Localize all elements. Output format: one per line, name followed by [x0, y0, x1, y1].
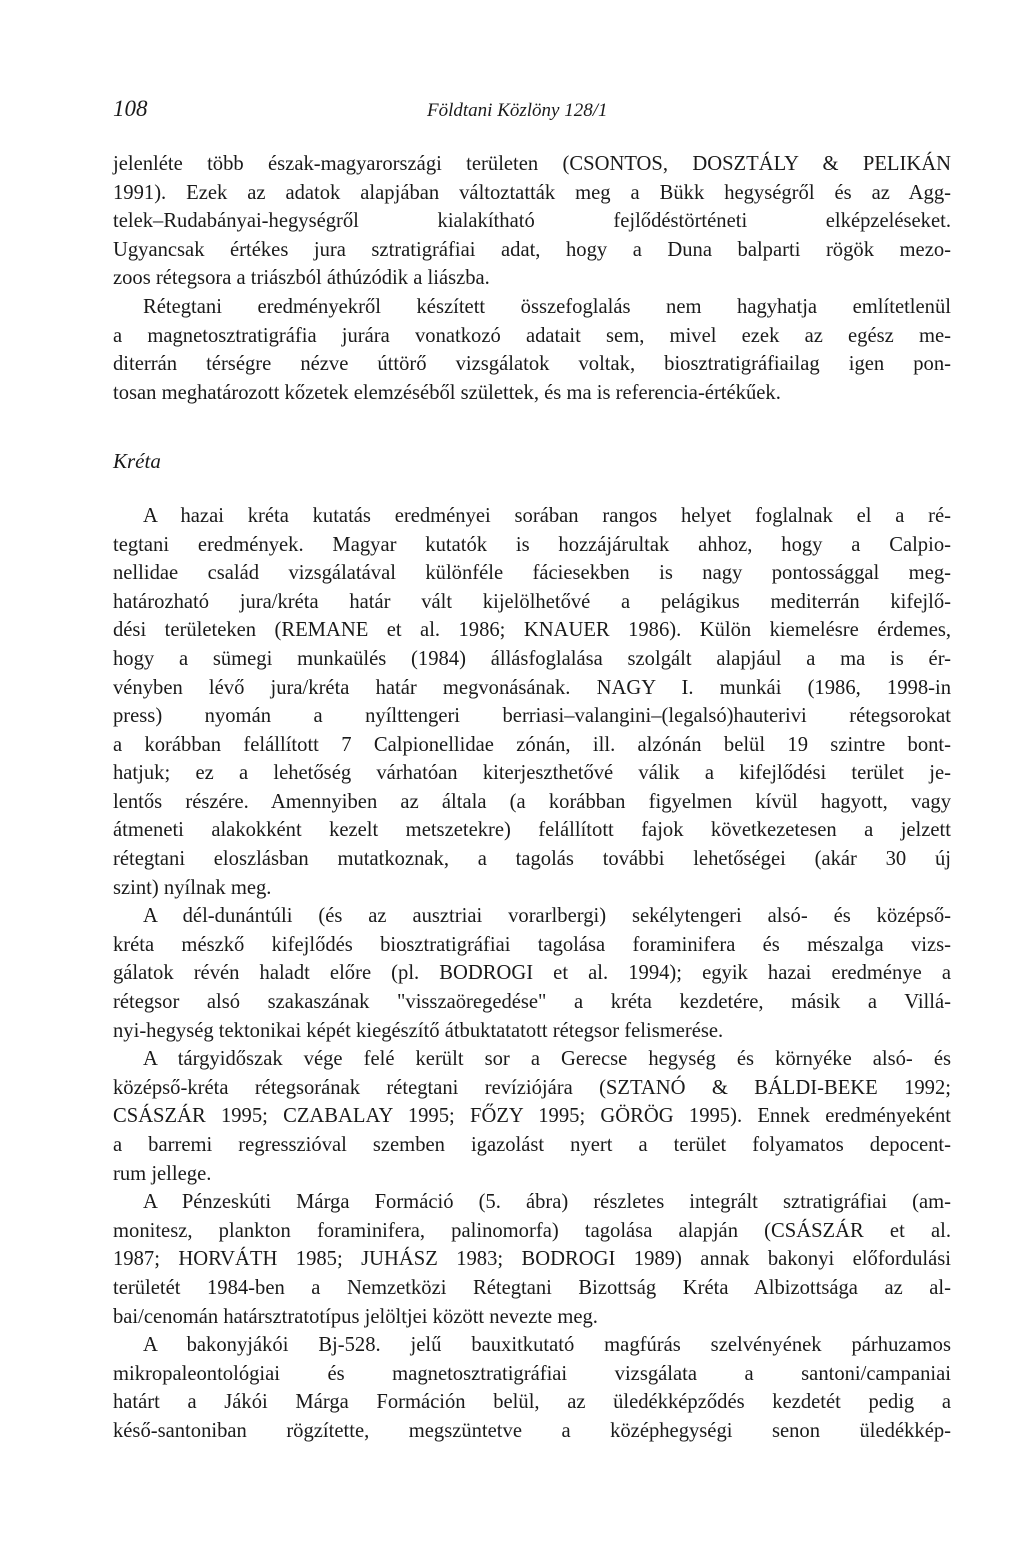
- text-line: gálatok révén haladt előre (pl. BODROGI et al. 1994); egyik hazai eredménye a: [113, 962, 951, 985]
- text-line: telek–Rudabányai-hegységről kialakítható fejlődéstörténeti elképzeléseket.: [113, 210, 951, 233]
- text-line: hatjuk; ez a lehetőség várhatóan kiterjeszthetővé válik a kifejlődési terület je-: [113, 762, 951, 785]
- text-line: A Pénzeskúti Márga Formáció (5. ábra) részletes integrált sztratigráfiai (am-: [143, 1191, 951, 1214]
- text-line: a korábban felállított 7 Calpionellidae zónán, ill. alzónán belül 19 szintre bont-: [113, 733, 951, 756]
- text-line: vényben lévő jura/kréta határ megvonásának. NAGY I. munkái (1986, 1998-in: [113, 676, 951, 699]
- text-line: diterrán térségre nézve úttörő vizsgálatok voltak, biosztratigráfiailag igen pon-: [113, 353, 951, 376]
- text-line: zoos rétegsora a triászból áthúzódik a liászba.: [113, 267, 490, 290]
- paragraph: [113, 502, 951, 902]
- text-line: monitesz, plankton foraminifera, palinomorfa) tagolása alapján (CSÁSZÁR et al.: [113, 1219, 951, 1242]
- text-line: A bakonyjákói Bj-528. jelű bauxitkutató magfúrás szelvényének párhuzamos: [143, 1334, 951, 1357]
- text-line: nyi-hegység tektonikai képét kiegészítő átbuktatatott rétegsor felismerése.: [113, 1019, 724, 1042]
- text-line: kréta mészkő kifejlődés biosztratigráfiai tagolása foraminifera és mészalga vizs-: [113, 933, 951, 956]
- text-line: A dél-dunántúli (és az ausztriai vorarlbergi) sekélytengeri alsó- és középső-: [143, 905, 951, 928]
- text-line: középső-kréta rétegsorának rétegtani revíziójára (SZTANÓ & BÁLDI-BEKE 1992;: [113, 1076, 951, 1099]
- text-line: press) nyomán a nyílttengeri berriasi–valangini–(legalsó)hauterivi rétegsorokat: [113, 705, 951, 728]
- text-line: Ugyancsak értékes jura sztratigráfiai adat, hogy a Duna balparti rögök mezo-: [113, 238, 951, 261]
- text-line: 1991). Ezek az adatok alapjában változtatták meg a Bükk hegységről és az Agg-: [113, 181, 951, 204]
- text-line: határt a Jákói Márga Formáción belül, az üledékképződés kezdetét pedig a: [113, 1391, 951, 1414]
- text-line: rétegtani eloszlásban mutatkoznak, a tagolás további lehetőségei (akár 30 új: [113, 848, 951, 871]
- text-line: késő-santoniban rögzítette, megszüntetve a középhegységi senon üledékkép-: [113, 1419, 951, 1442]
- text-line: tosan meghatározott kőzetek elemzéséből születtek, és ma is referencia-értékűek.: [113, 381, 781, 404]
- text-line: átmeneti alakokként kezelt metszetekre) felállított fajok következetesen a jelzett: [113, 819, 951, 842]
- text-line: mikropaleontológiai és magnetosztratigráfiai vizsgálata a santoni/campaniai: [113, 1362, 951, 1385]
- text-line: bai/cenomán határsztratotípus jelöltjei között nevezte meg.: [113, 1305, 598, 1328]
- paragraph: [113, 902, 951, 1045]
- text-line: A tárgyidőszak vége felé került sor a Gerecse hegység és környéke alsó- és: [143, 1048, 951, 1071]
- text-line: a barremi regresszióval szemben igazolást nyert a terület folyamatos depocent-: [113, 1134, 951, 1156]
- text-line: tegtani eredmények. Magyar kutatók is hozzájárultak ahhoz, hogy a Calpio-: [113, 533, 951, 556]
- document-page: [113, 96, 951, 1446]
- paragraph: [113, 1188, 951, 1331]
- text-line: Rétegtani eredményekről készített összefoglalás nem hagyhatja említetlenül: [143, 295, 951, 318]
- text-line: rétegsor alsó szakaszának "visszaöregedése" a kréta kezdetére, másik a Villá-: [113, 991, 951, 1014]
- text-line: nellidae család vizsgálatával különféle fáciesekben is nagy pontossággal meg-: [113, 562, 951, 585]
- text-line: dési területeken (REMANE et al. 1986; KNAUER 1986). Külön kiemelésre érdemes,: [113, 619, 951, 642]
- text-line: A hazai kréta kutatás eredményei sorában rangos helyet foglalnak el a ré-: [143, 504, 951, 527]
- text-line: hogy a sümegi munkaülés (1984) állásfoglalása szolgált alapjául a ma is ér-: [113, 647, 951, 670]
- paragraph: [113, 293, 951, 407]
- journal-title: Földtani Közlöny 128/1: [427, 100, 608, 121]
- text-line: területét 1984-ben a Nemzetközi Rétegtani Bizottság Kréta Albizottsága az al-: [113, 1276, 951, 1299]
- text-line: lentős részére. Amennyiben az általa (a korábban figyelmen kívül hagyott, vagy: [113, 790, 951, 813]
- text-line: jelenléte több észak-magyarországi területen (CSONTOS, DOSZTÁLY & PELIKÁN: [113, 153, 951, 175]
- text-line: 1987; HORVÁTH 1985; JUHÁSZ 1983; BODROGI 1989) annak bakonyi előfordulási: [113, 1248, 951, 1271]
- text-line: szint) nyílnak meg.: [113, 876, 272, 899]
- running-header: [113, 96, 951, 136]
- section-heading: Kréta: [113, 449, 161, 474]
- text-line: rum jellege.: [113, 1162, 212, 1185]
- paragraph: [113, 1045, 951, 1188]
- page-number: 108: [113, 96, 148, 121]
- text-line: CSÁSZÁR 1995; CZABALAY 1995; FŐZY 1995; GÖRÖG 1995). Ennek eredményeként: [113, 1105, 951, 1128]
- paragraph: [113, 150, 951, 293]
- paragraph: [113, 1331, 951, 1445]
- text-line: határozható jura/kréta határ vált kijelölhetővé a pelágikus mediterrán kifejlő-: [113, 590, 951, 613]
- body-text: [113, 150, 951, 1446]
- text-line: a magnetosztratigráfia jurára vonatkozó adatait sem, mivel ezek az egész me-: [113, 324, 951, 347]
